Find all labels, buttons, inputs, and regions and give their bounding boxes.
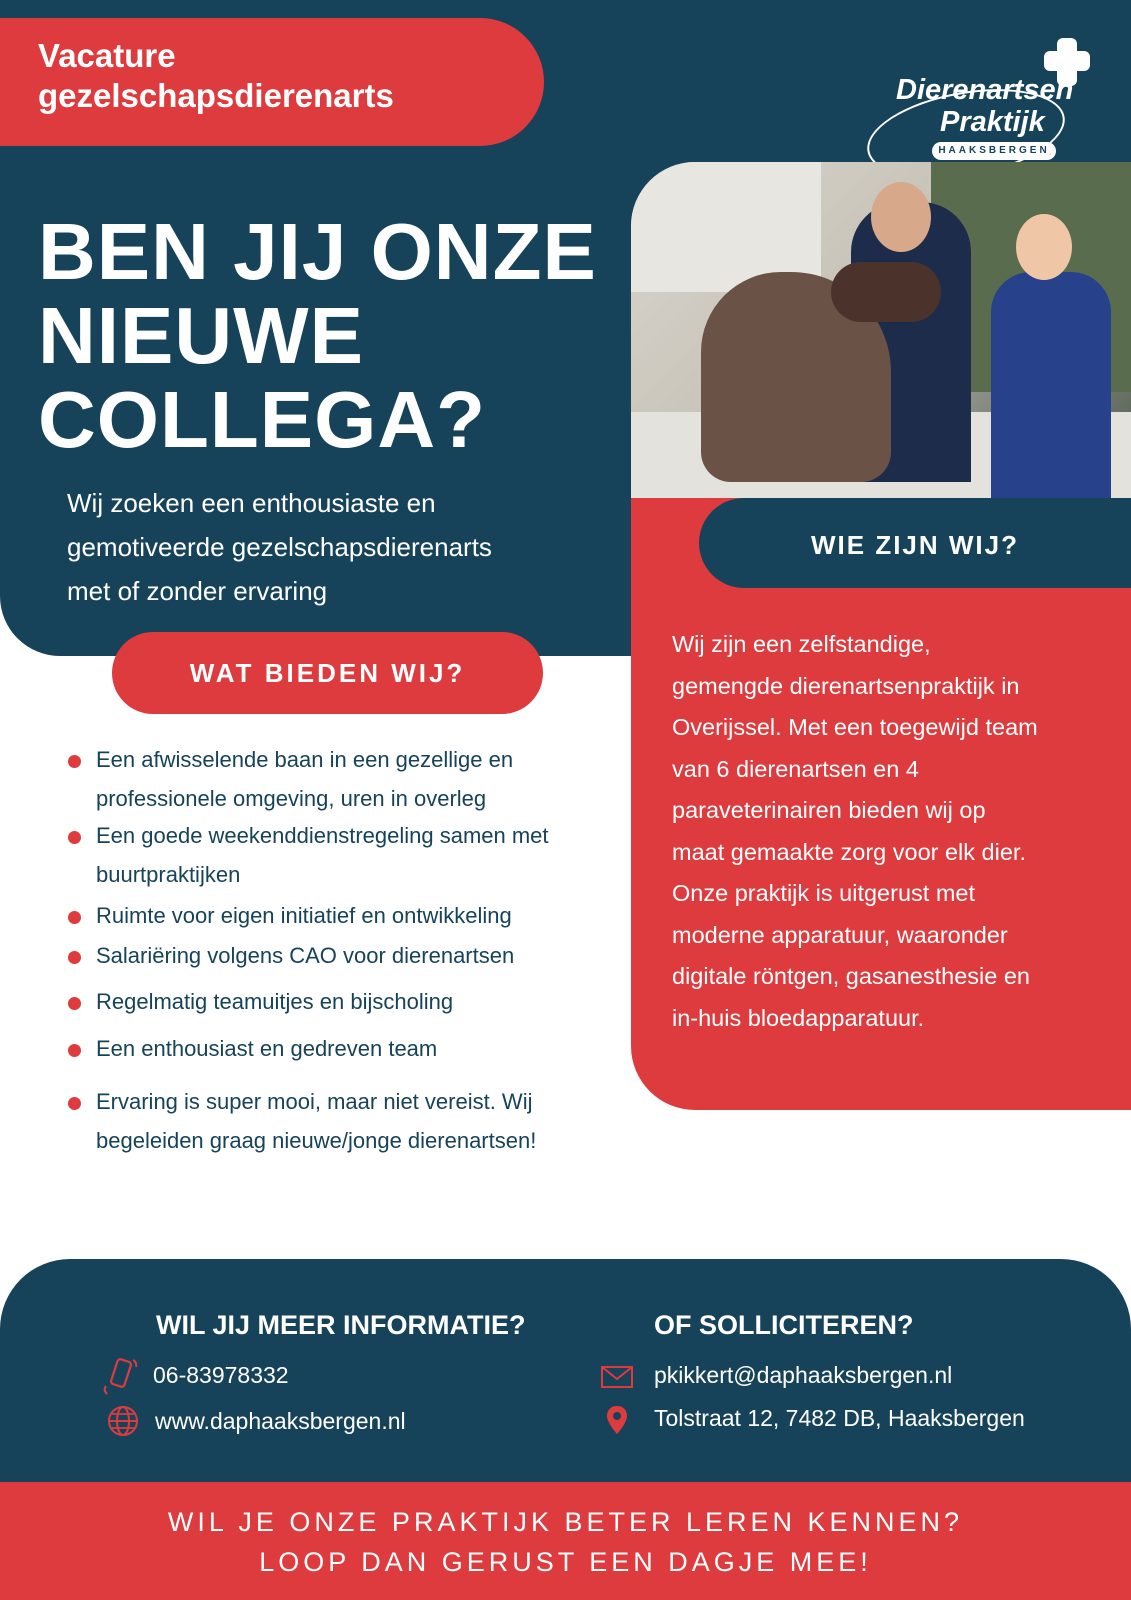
cta-text: WIL JE ONZE PRAKTIJK BETER LEREN KENNEN? LOOP DAN GERUST EEN DAGJE MEE!: [167, 1507, 964, 1577]
phone-number[interactable]: 06-83978332: [153, 1362, 289, 1388]
bullet-dot-icon: [68, 831, 81, 844]
bullet-dot-icon: [68, 755, 81, 768]
bullet-dot-icon: [68, 951, 81, 964]
about-title: WIE ZIJN WIJ?: [811, 530, 1019, 560]
bullet-dot-icon: [68, 1097, 81, 1110]
list-item: Salariëring volgens CAO voor dierenartsen: [66, 936, 626, 975]
email-link[interactable]: pkikkert@daphaaksbergen.nl: [654, 1362, 953, 1388]
list-item: Ruimte voor eigen initiatief en ontwikkeling: [66, 896, 626, 935]
address: Tolstraat 12, 7482 DB, Haaksbergen: [654, 1405, 1025, 1431]
offer-list: [66, 740, 626, 1160]
info-heading: WIL JIJ MEER INFORMATIE?: [156, 1310, 526, 1340]
intro-text: Wij zoeken een enthousiaste en gemotiveerde gezelschapsdierenarts met of zonder ervaring: [67, 488, 492, 606]
offer-title: WAT BIEDEN WIJ?: [112, 632, 543, 714]
list-item: Een enthousiast en gedreven team: [66, 1029, 626, 1068]
bullet-dot-icon: [68, 1044, 81, 1057]
apply-heading: OF SOLLICITEREN?: [654, 1310, 914, 1340]
page-title: BEN JIJ ONZE NIEUWE COLLEGA?: [38, 207, 597, 464]
team-photo: [631, 162, 1131, 498]
logo-location-badge: HAAKSBERGEN: [932, 142, 1056, 160]
bullet-dot-icon: [68, 911, 81, 924]
logo-line-2: Praktijk: [940, 106, 1045, 138]
bullet-dot-icon: [68, 997, 81, 1010]
mail-icon: [600, 1364, 634, 1390]
list-item: Regelmatig teamuitjes en bijscholing: [66, 982, 626, 1021]
website-link[interactable]: www.daphaaksbergen.nl: [155, 1408, 406, 1434]
list-item: Een goede weekenddienstregeling samen met buurtpraktijken: [66, 816, 626, 894]
list-item: Een afwisselende baan in een gezellige en professionele omgeving, uren in overleg: [66, 740, 626, 818]
vacancy-label: Vacature gezelschapsdierenarts: [38, 37, 394, 114]
logo-line-1: Dierenartsen: [896, 74, 1074, 106]
about-body: Wij zijn een zelfstandige, gemengde dierenartsenpraktijk in Overijssel. Met een toegewijd team van 6 dierenartsen en 4 paraveterinairen bieden wij op maat gemaakte zorg voor elk dier. Onze praktijk is uitgerust met moderne apparatuur, waaronder digitale röntgen, gasanesthesie en in-huis bloedapparatuur.: [672, 631, 1038, 1031]
list-item: Ervaring is super mooi, maar niet vereist. Wij begeleiden graag nieuwe/jonge dierenartsen!: [66, 1082, 626, 1160]
globe-icon: [106, 1404, 140, 1438]
phone-icon: [102, 1356, 142, 1396]
location-pin-icon: [604, 1404, 630, 1436]
